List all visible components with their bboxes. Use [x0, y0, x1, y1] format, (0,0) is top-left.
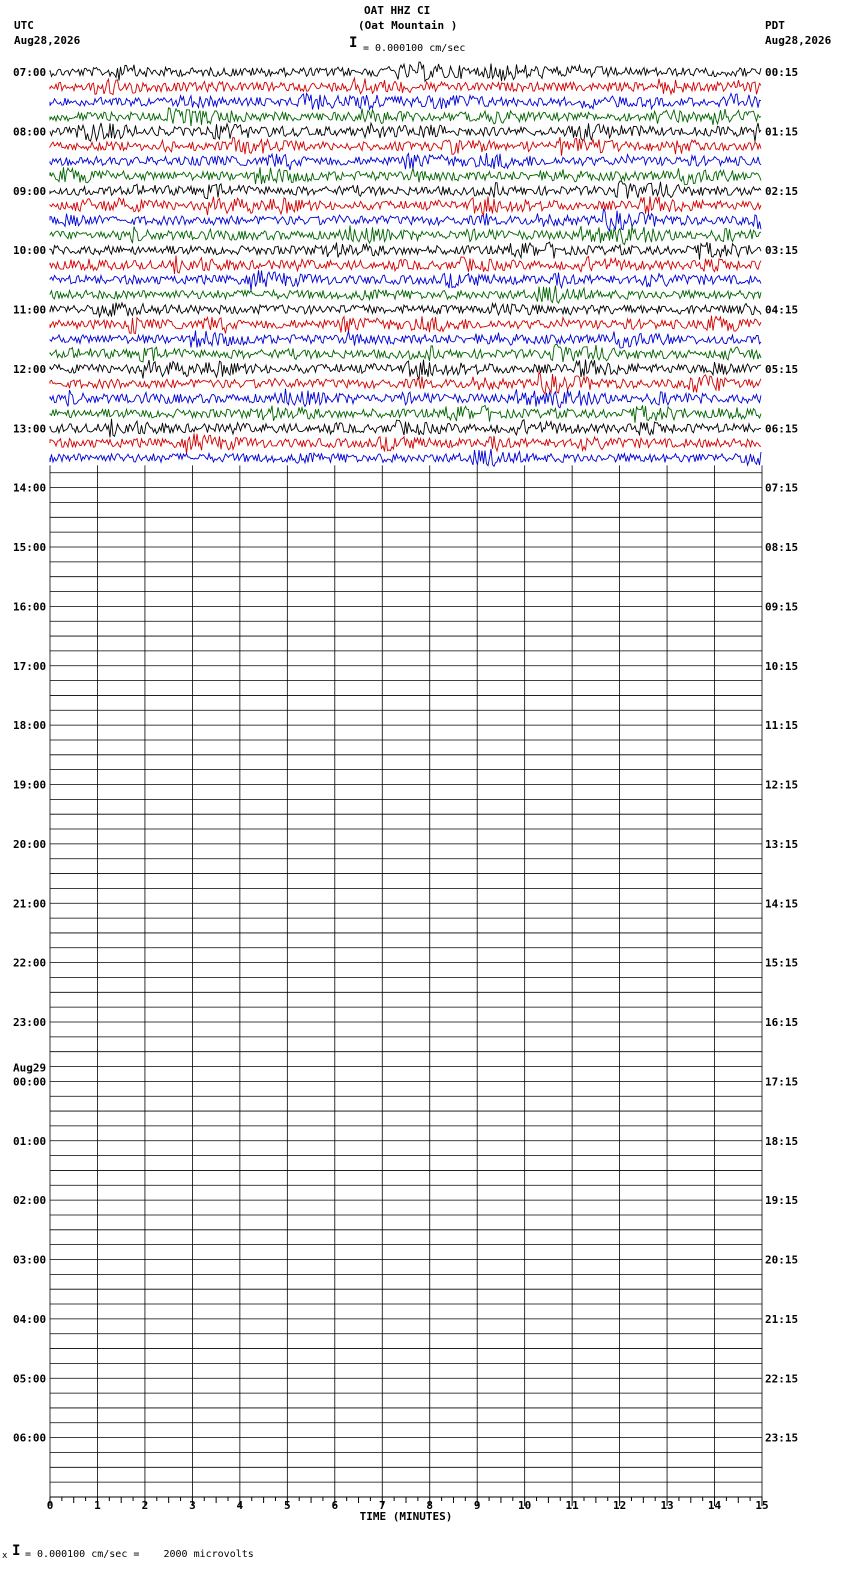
pdt-hour-label: 01:15	[765, 125, 799, 139]
pdt-hour-label: 08:15	[765, 541, 799, 554]
utc-hour-label: 06:00	[13, 1431, 47, 1445]
seismic-trace	[50, 405, 761, 422]
seismic-trace	[50, 331, 761, 348]
x-tick-label: 12	[612, 1499, 627, 1512]
utc-hour-label: 05:00	[13, 1372, 47, 1386]
seismic-trace	[50, 209, 761, 231]
footer-scale-icon: I	[12, 1543, 21, 1559]
seismic-trace	[50, 316, 761, 334]
seismic-trace	[50, 419, 761, 438]
pdt-hour-label: 05:15	[765, 362, 799, 376]
x-tick-label: 4	[236, 1499, 244, 1512]
day-change-label: Aug29	[13, 1061, 47, 1075]
seismic-trace	[50, 389, 761, 408]
utc-hour-label: 00:00	[13, 1075, 47, 1089]
x-tick-label: 7	[378, 1499, 386, 1512]
pdt-hour-label: 20:15	[765, 1253, 799, 1267]
utc-hour-label: 11:00	[13, 303, 47, 317]
utc-hour-label: 19:00	[13, 778, 47, 792]
utc-hour-label: 14:00	[13, 481, 47, 495]
x-tick-label: 14	[707, 1499, 722, 1512]
utc-hour-label: 07:00	[13, 66, 47, 79]
utc-hour-label: 20:00	[13, 837, 47, 851]
pdt-hour-label: 04:15	[765, 303, 799, 317]
scale-bar-icon: I	[349, 35, 358, 51]
pdt-hour-label: 16:15	[765, 1016, 799, 1029]
pdt-hour-label: 10:15	[765, 659, 799, 673]
x-tick-label: 8	[426, 1499, 434, 1512]
seismic-trace	[50, 242, 761, 260]
pdt-hour-label: 13:15	[765, 837, 799, 851]
seismic-trace	[50, 360, 761, 379]
x-tick-label: 15	[755, 1499, 769, 1512]
seismic-trace	[50, 196, 761, 215]
station-title: OAT HHZ CI	[364, 4, 431, 17]
pdt-hour-label: 00:15	[765, 66, 799, 79]
utc-hour-label: 21:00	[13, 897, 47, 911]
pdt-hour-label: 09:15	[765, 600, 799, 614]
pdt-hour-label: 06:15	[765, 422, 799, 436]
utc-hour-label: 22:00	[13, 956, 47, 970]
x-axis-title: TIME (MINUTES)	[359, 1510, 453, 1523]
pdt-hour-label: 07:15	[765, 481, 799, 495]
seismic-trace	[50, 372, 761, 394]
seismic-trace	[50, 137, 761, 156]
seismic-trace	[50, 78, 761, 95]
seismic-trace	[50, 256, 761, 275]
utc-hour-label: 01:00	[13, 1134, 47, 1148]
utc-hour-label: 03:00	[13, 1253, 47, 1267]
seismic-trace	[50, 167, 761, 184]
station-location: (Oat Mountain )	[358, 19, 458, 32]
left-timezone: UTC	[14, 19, 34, 32]
seismic-trace	[50, 344, 761, 362]
pdt-hour-label: 22:15	[765, 1372, 799, 1386]
seismic-trace	[50, 153, 761, 170]
utc-hour-label: 12:00	[13, 362, 47, 376]
seismic-trace	[50, 108, 761, 126]
seismic-trace	[50, 303, 761, 317]
x-tick-label: 10	[518, 1499, 532, 1512]
utc-hour-label: 15:00	[13, 541, 47, 554]
pdt-hour-label: 12:15	[765, 778, 799, 792]
utc-hour-label: 08:00	[13, 125, 47, 139]
seismic-trace	[50, 286, 761, 303]
utc-hour-label: 18:00	[13, 719, 47, 733]
pdt-hour-label: 15:15	[765, 956, 799, 970]
utc-hour-label: 13:00	[13, 422, 47, 436]
pdt-hour-label: 02:15	[765, 184, 799, 198]
pdt-hour-label: 19:15	[765, 1194, 799, 1208]
utc-hour-label: 04:00	[13, 1312, 47, 1326]
seismic-trace	[50, 270, 761, 290]
pdt-hour-label: 21:15	[765, 1312, 799, 1326]
x-tick-label: 6	[331, 1499, 339, 1512]
x-tick-label: 0	[46, 1499, 54, 1512]
pdt-hour-label: 03:15	[765, 244, 799, 258]
x-tick-label: 5	[284, 1499, 291, 1512]
seismic-trace	[50, 62, 761, 81]
x-tick-label: 13	[660, 1499, 674, 1512]
utc-hour-label: 23:00	[13, 1016, 47, 1029]
utc-hour-label: 02:00	[13, 1194, 47, 1208]
right-date: Aug28,2026	[765, 34, 832, 47]
pdt-hour-label: 17:15	[765, 1075, 799, 1089]
seismic-trace	[50, 434, 761, 454]
pdt-hour-label: 23:15	[765, 1431, 799, 1445]
left-date: Aug28,2026	[14, 34, 81, 47]
right-timezone: PDT	[765, 19, 785, 32]
x-tick-label: 3	[189, 1499, 196, 1512]
seismic-trace	[50, 225, 761, 244]
x-tick-label: 2	[141, 1499, 149, 1512]
seismic-trace	[50, 449, 761, 466]
seismic-trace	[50, 123, 761, 142]
x-tick-label: 9	[473, 1499, 481, 1512]
scale-text: = 0.000100 cm/sec	[363, 43, 466, 54]
x-tick-label: 11	[565, 1499, 579, 1512]
utc-hour-label: 16:00	[13, 600, 47, 614]
footer-scale-text: = 0.000100 cm/sec = 2000 microvolts	[25, 1549, 254, 1560]
pdt-hour-label: 14:15	[765, 897, 799, 911]
pdt-hour-label: 18:15	[765, 1134, 799, 1148]
utc-hour-label: 17:00	[13, 659, 47, 673]
pdt-hour-label: 11:15	[765, 719, 799, 733]
footer-marker: x	[2, 1551, 8, 1561]
seismic-trace	[50, 93, 761, 109]
utc-hour-label: 10:00	[13, 244, 47, 258]
utc-hour-label: 09:00	[13, 184, 47, 198]
seismic-trace	[50, 181, 761, 199]
x-tick-label: 1	[94, 1499, 101, 1512]
